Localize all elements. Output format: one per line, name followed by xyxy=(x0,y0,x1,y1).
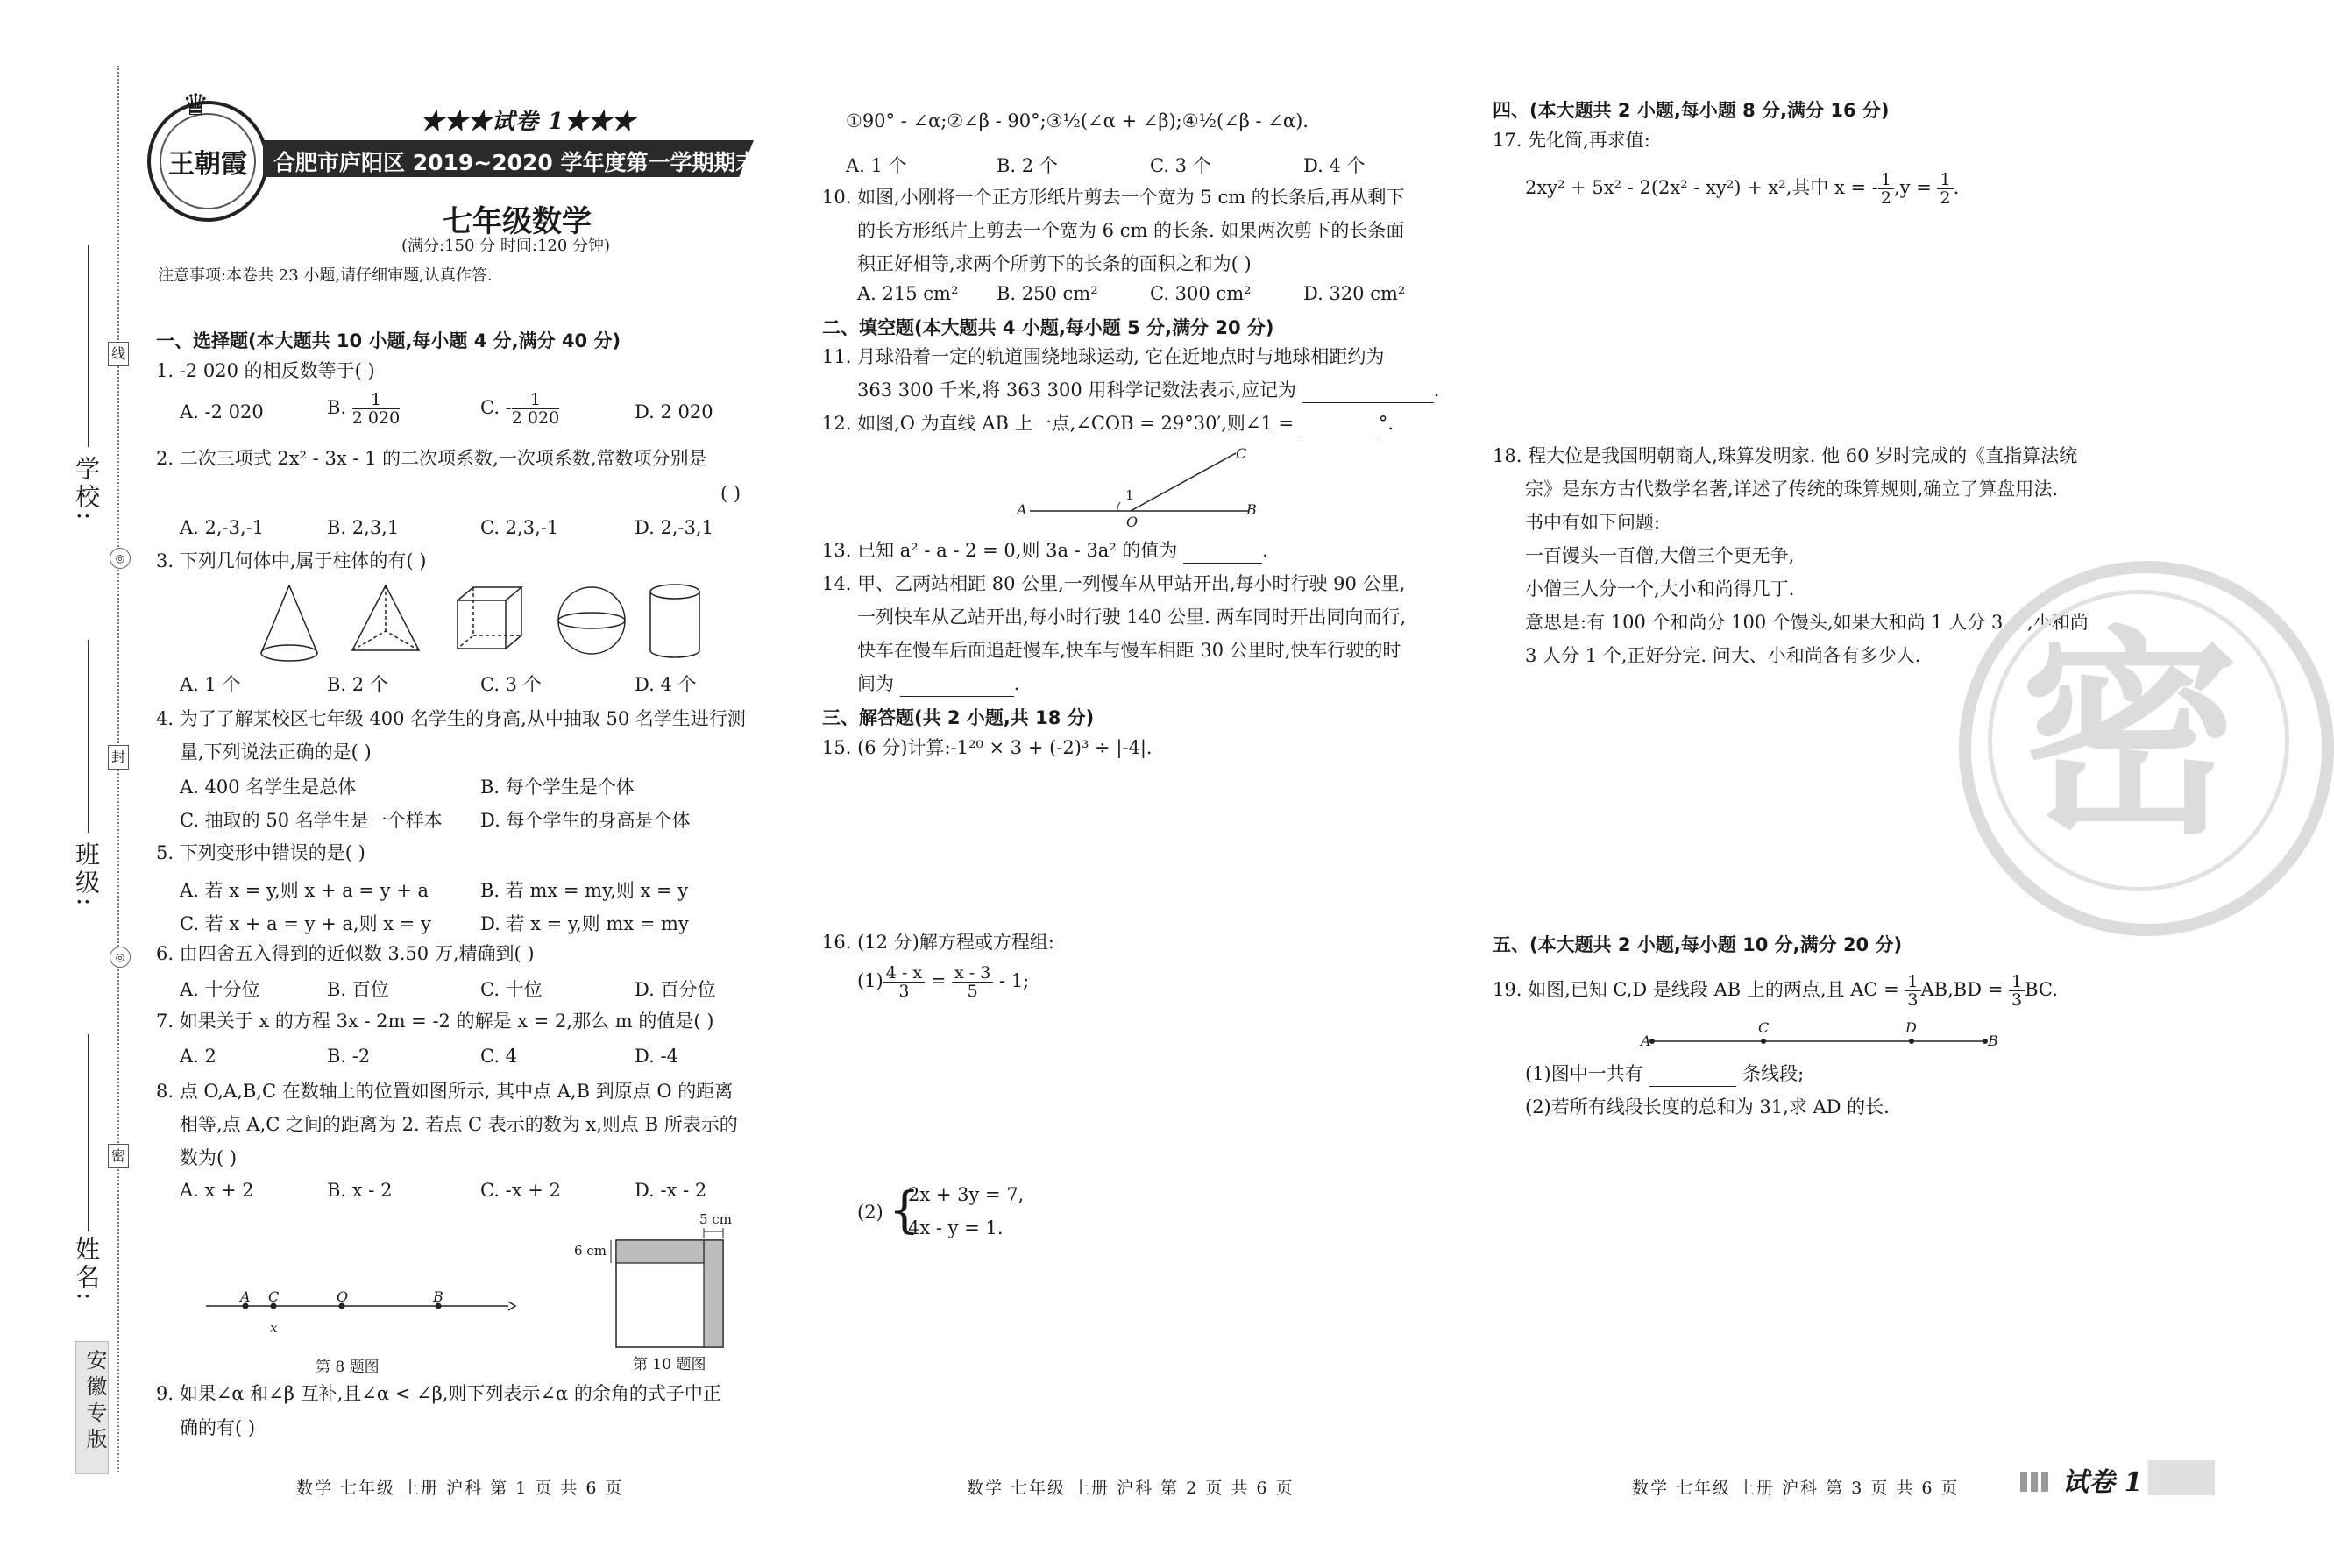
question-11-line2: 363 300 千米,将 363 300 用科学记数法表示,应记为 . xyxy=(857,377,1439,403)
q7-option-b: B. -2 xyxy=(327,1046,371,1067)
question-7: 7. 如果关于 x 的方程 3x - 2m = -2 的解是 x = 2,那么 m 的值是( ) xyxy=(156,1011,714,1032)
q9-option-a: A. 1 个 xyxy=(846,155,907,176)
q3-option-b: B. 2 个 xyxy=(327,674,388,695)
q8-option-a: A. x + 2 xyxy=(180,1180,254,1201)
q6-option-c: C. 十位 xyxy=(480,979,543,1000)
q11-answer-blank[interactable] xyxy=(1302,383,1434,403)
fig12-label-o: O xyxy=(1126,514,1139,530)
cube-shape xyxy=(458,587,521,649)
q2-answer-paren: ( ) xyxy=(720,483,741,504)
footer-page-3: 数学 七年级 上册 沪科 第 3 页 共 6 页 xyxy=(1632,1479,1960,1498)
point-d xyxy=(1909,1039,1914,1044)
section-solve-heading: 三、解答题(共 2 小题,共 18 分) xyxy=(822,707,1095,728)
q4-option-b: B. 每个学生是个体 xyxy=(480,777,635,798)
q5-option-d: D. 若 x = y,则 mx = my xyxy=(480,913,689,934)
question-4-line1: 4. 为了了解某校区七年级 400 名学生的身高,从中抽取 50 名学生进行测 xyxy=(156,708,746,729)
q16-system-brace: { xyxy=(889,1182,920,1239)
question-13: 13. 已知 a² - a - 2 = 0,则 3a - 3a² 的值为 . xyxy=(822,537,1268,564)
fig12-label-b: B xyxy=(1246,501,1257,518)
question-10-line2: 的长方形纸片上剪去一个宽为 6 cm 的长条. 如果两次剪下的长条面 xyxy=(857,220,1405,241)
question-9-line1: 9. 如果∠α 和∠β 互补,且∠α < ∠β,则下列表示∠α 的余角的式子中正 xyxy=(156,1383,721,1404)
q10-option-c: C. 300 cm² xyxy=(1150,283,1252,304)
q3-option-d: D. 4 个 xyxy=(635,674,697,695)
question-18-line7: 3 人分 1 个,正好分完. 问大、小和尚各有多少人. xyxy=(1525,645,1921,666)
fig10-caption: 第 10 题图 xyxy=(633,1356,706,1373)
q16-part2-answer-area[interactable] xyxy=(857,1253,1453,1446)
question-14-line3: 快车在慢车后面追赶慢车,快车与慢车相距 30 公里时,快车行驶的时 xyxy=(857,640,1401,661)
cylinder-shape xyxy=(650,585,699,657)
q6-option-a: A. 十分位 xyxy=(180,979,260,1000)
section-four-heading: 四、(本大题共 2 小题,每小题 8 分,满分 16 分) xyxy=(1493,100,1890,121)
question-5: 5. 下列变形中错误的是( ) xyxy=(156,842,365,863)
school-label: 学校: xyxy=(72,456,101,524)
q3-solids-figure xyxy=(254,578,719,666)
crown-icon: ♛ xyxy=(182,88,209,123)
exam-notice: 注意事项:本卷共 23 小题,请仔细审题,认真作答. xyxy=(158,266,493,285)
question-1: 1. -2 020 的相反数等于( ) xyxy=(156,360,375,381)
q1-option-d: D. 2 020 xyxy=(635,401,713,422)
fig12-angle-label: 1 xyxy=(1125,487,1134,503)
secret-stamp-char: 密 xyxy=(2020,608,2239,863)
q14-answer-blank[interactable] xyxy=(900,677,1014,697)
q19-answer-area[interactable] xyxy=(1493,1131,2124,1446)
q7-option-d: D. -4 xyxy=(635,1046,678,1067)
q16-part1: (1) $\frac{4 - x}{3}$ = $\frac{x - 3}{5}$ - 1; xyxy=(857,963,1030,1001)
seal-line-mark: 线 xyxy=(108,342,129,366)
figure-19-segment xyxy=(1648,1025,1998,1052)
fig10-height-label: 6 cm xyxy=(574,1243,607,1259)
q15-answer-area[interactable] xyxy=(822,771,1453,920)
q9-expressions: ①90° - ∠α;②∠β - 90°;③½(∠α + ∠β);④½(∠β - ∠α). xyxy=(846,110,1309,131)
question-14-line2: 一列快车从乙站开出,每小时行驶 140 公里. 两车同时开出同向而行, xyxy=(857,607,1407,628)
fig19-label-a: A xyxy=(1641,1032,1651,1049)
q1-option-b: B. $\frac{1}{2 020}$ xyxy=(327,390,401,428)
exam-title: 合肥市庐阳区 2019~2020 学年度第一学期期末考试试卷 xyxy=(273,150,846,175)
question-8-line2: 相等,点 A,C 之间的距离为 2. 若点 C 表示的数为 x,则点 B 所表示的 xyxy=(180,1114,738,1135)
q7-option-a: A. 2 xyxy=(180,1046,216,1067)
q19-part1: (1)图中一共有 条线段; xyxy=(1525,1061,1804,1087)
q3-option-c: C. 3 个 xyxy=(480,674,542,695)
q9-option-b: B. 2 个 xyxy=(997,155,1058,176)
q4-option-a: A. 400 名学生是总体 xyxy=(180,777,357,798)
question-4-line2: 量,下列说法正确的是( ) xyxy=(180,741,372,763)
question-10-line3: 积正好相等,求两个所剪下的长条的面积之和为( ) xyxy=(857,253,1252,274)
fig8-label-c: C xyxy=(268,1288,280,1305)
section-five-heading: 五、(本大题共 2 小题,每小题 10 分,满分 20 分) xyxy=(1493,934,1903,955)
q4-option-d: D. 每个学生的身高是个体 xyxy=(480,810,691,831)
question-19: 19. 如图,已知 C,D 是线段 AB 上的两点,且 AC = $\frac{1}{3}$ AB,BD = $\frac{1}{3}$ BC. xyxy=(1493,972,2058,1010)
sphere-shape xyxy=(558,587,625,654)
edition-text: 安徽专版 xyxy=(82,1349,107,1454)
name-field[interactable] xyxy=(88,1034,89,1231)
q5-option-c: C. 若 x + a = y + a,则 x = y xyxy=(180,913,431,934)
exam-meta: (满分:150 分 时间:120 分钟) xyxy=(401,237,611,255)
q17-expression: 2xy² + 5x² - 2(2x² - xy²) + x²,其中 x = - $\frac{1}{2}$ ,y = $\frac{1}{2}$ . xyxy=(1525,170,1960,208)
footer-exam-tag xyxy=(2055,1460,2215,1498)
logo-text: 王朝霞 xyxy=(168,149,247,180)
q5-option-a: A. 若 x = y,则 x + a = y + a xyxy=(180,880,429,901)
section-choice-heading: 一、选择题(本大题共 10 小题,每小题 4 分,满分 40 分) xyxy=(156,330,621,351)
question-14-line4: 间为 . xyxy=(857,670,1019,697)
fig8-label-o: O xyxy=(337,1288,349,1305)
seal-secret-mark: 密 xyxy=(108,1144,129,1168)
footer-page-1: 数学 七年级 上册 沪科 第 1 页 共 6 页 xyxy=(296,1479,624,1498)
q16-part2-label: (2) xyxy=(857,1202,883,1223)
q10-option-d: D. 320 cm² xyxy=(1303,283,1406,304)
school-field[interactable] xyxy=(88,245,89,447)
question-9-line2: 确的有( ) xyxy=(180,1417,256,1438)
question-18-line6: 意思是:有 100 个和尚分 100 个馒头,如果大和尚 1 人分 3 个,小和尚 xyxy=(1525,612,2089,633)
q16-part2-eq2: 4x - y = 1. xyxy=(908,1217,1004,1238)
fig10-width-label: 5 cm xyxy=(699,1211,732,1227)
seal-seal-mark: 封 xyxy=(108,745,129,770)
q1-option-a: A. -2 020 xyxy=(180,401,264,422)
q6-option-b: B. 百位 xyxy=(327,979,389,1000)
fig8-label-a: A xyxy=(240,1288,251,1305)
question-18-line3: 书中有如下问题: xyxy=(1525,512,1661,533)
question-14-line1: 14. 甲、乙两站相距 80 公里,一列慢车从甲站开出,每小时行驶 90 公里, xyxy=(822,573,1406,594)
question-12: 12. 如图,O 为直线 AB 上一点,∠COB = 29°30′,则∠1 = °. xyxy=(822,410,1394,436)
fig19-label-d: D xyxy=(1905,1019,1917,1036)
q16-part1-answer-area[interactable] xyxy=(857,1017,1453,1166)
strip-6cm xyxy=(616,1240,704,1263)
q10-option-a: A. 215 cm² xyxy=(857,283,959,304)
strip-5cm xyxy=(704,1240,723,1347)
q1-option-c: C. - $\frac{1}{2 020}$ xyxy=(480,390,560,428)
hole-mark: ◎ xyxy=(110,548,131,569)
fig12-label-c: C xyxy=(1236,445,1247,462)
footer-exam-tag-text: 试卷 1 xyxy=(2062,1467,2143,1498)
fig19-label-c: C xyxy=(1758,1019,1770,1036)
q2-option-d: D. 2,-3,1 xyxy=(635,517,713,538)
pyramid-shape xyxy=(352,585,419,650)
question-8-line1: 8. 点 O,A,B,C 在数轴上的位置如图所示, 其中点 A,B 到原点 O 的距离 xyxy=(156,1081,734,1102)
q2-option-b: B. 2,3,1 xyxy=(327,517,400,538)
question-10-line1: 10. 如图,小刚将一个正方形纸片剪去一个宽为 5 cm 的长条后,再从剩下 xyxy=(822,187,1405,208)
q9-option-c: C. 3 个 xyxy=(1150,155,1211,176)
hole-mark: ◎ xyxy=(110,947,131,968)
figure-10-square xyxy=(609,1223,732,1354)
q8-option-d: D. -x - 2 xyxy=(635,1180,707,1201)
q12-answer-blank[interactable] xyxy=(1300,416,1379,436)
edition-tag xyxy=(75,1341,109,1474)
class-label: 班级: xyxy=(72,841,101,910)
fig8-caption: 第 8 题图 xyxy=(316,1359,380,1376)
question-8-line3: 数为( ) xyxy=(180,1147,238,1168)
question-3: 3. 下列几何体中,属于柱体的有( ) xyxy=(156,550,427,571)
q9-option-d: D. 4 个 xyxy=(1303,155,1366,176)
q10-option-b: B. 250 cm² xyxy=(997,283,1098,304)
q3-option-a: A. 1 个 xyxy=(180,674,241,695)
fig8-label-b: B xyxy=(433,1288,443,1305)
q7-option-c: C. 4 xyxy=(480,1046,518,1067)
class-field[interactable] xyxy=(88,640,89,833)
name-label: 姓名: xyxy=(72,1236,101,1304)
figure-12-angle xyxy=(1025,443,1271,521)
question-18-line5: 小僧三人分一个,大小和尚得几丁. xyxy=(1525,578,1795,600)
footer-page-2: 数学 七年级 上册 沪科 第 2 页 共 6 页 xyxy=(967,1479,1295,1498)
fig12-label-a: A xyxy=(1017,501,1027,518)
fig19-label-b: B xyxy=(1988,1032,1998,1049)
q17-answer-area[interactable] xyxy=(1493,219,2124,429)
question-17: 17. 先化简,再求值: xyxy=(1493,130,1650,151)
exam-badge: ★★★试卷 1★★★ xyxy=(421,109,636,135)
question-11-line1: 11. 月球沿着一定的轨道围绕地球运动, 它在近地点时与地球相距约为 xyxy=(822,346,1385,367)
q2-option-a: A. 2,-3,-1 xyxy=(180,517,265,538)
q2-option-c: C. 2,3,-1 xyxy=(480,517,559,538)
question-2: 2. 二次三项式 2x² - 3x - 1 的二次项系数,一次项系数,常数项分别是 xyxy=(156,448,707,469)
q4-option-c: C. 抽取的 50 名学生是一个样本 xyxy=(180,810,443,831)
q8-option-c: C. -x + 2 xyxy=(480,1180,561,1201)
subject-title: 七年级数学 xyxy=(443,204,592,239)
footer-dots xyxy=(2020,1472,2052,1492)
q16-part2-eq1: 2x + 3y = 7, xyxy=(908,1184,1025,1205)
question-18-line4: 一百馒头一百僧,大僧三个更无争, xyxy=(1525,545,1795,566)
q19-part2: (2)若所有线段长度的总和为 31,求 AD 的长. xyxy=(1525,1096,1890,1117)
q8-option-b: B. x - 2 xyxy=(327,1180,393,1201)
cone-shape xyxy=(261,585,317,661)
q5-option-b: B. 若 mx = my,则 x = y xyxy=(480,880,689,901)
question-18-line2: 宗》是东方古代数学名著,详述了传统的珠算规则,确立了算盘用法. xyxy=(1525,479,2059,500)
question-16: 16. (12 分)解方程或方程组: xyxy=(822,932,1054,953)
q19-answer-blank[interactable] xyxy=(1649,1067,1736,1087)
q6-option-d: D. 百分位 xyxy=(635,979,716,1000)
fig8-label-x: x xyxy=(270,1320,278,1336)
question-18-line1: 18. 程大位是我国明朝商人,珠算发明家. 他 60 岁时完成的《直指算法统 xyxy=(1493,445,2078,466)
point-c xyxy=(1761,1039,1766,1044)
section-fill-heading: 二、填空题(本大题共 4 小题,每小题 5 分,满分 20 分) xyxy=(822,317,1274,338)
question-15: 15. (6 分)计算:-1²⁰ × 3 + (-2)³ ÷ |-4|. xyxy=(822,737,1153,758)
q13-answer-blank[interactable] xyxy=(1183,543,1262,564)
question-6: 6. 由四舍五入得到的近似数 3.50 万,精确到( ) xyxy=(156,943,535,964)
